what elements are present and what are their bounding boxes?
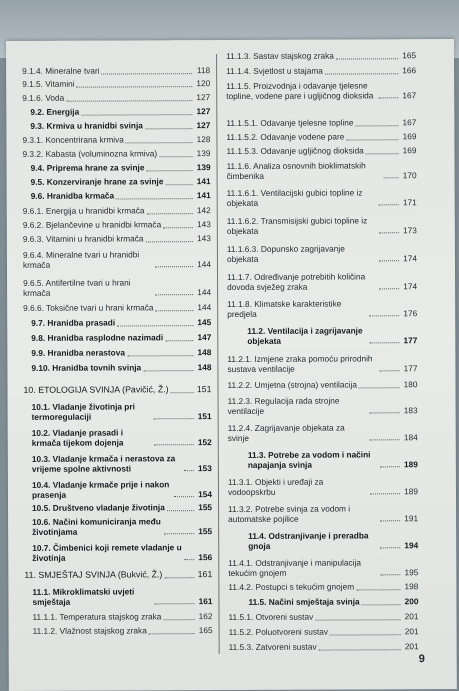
toc-entry: 11.1. Mikroklimatski uvjeti smještaja 161 <box>32 586 213 607</box>
toc-entry: 9.6.4. Mineralne tvari u hranidbi krmača 144 <box>22 249 211 270</box>
toc-entry: 9.6.1. Energija u hranidbi krmača 142 <box>22 205 211 216</box>
toc-entry: 11.5.1. Otvoreni sustav 201 <box>228 611 419 623</box>
toc-entry: 9.5. Konzerviranje hrane za svinje 141 <box>30 176 211 187</box>
toc-entry: 9.1.6. Voda 127 <box>22 92 211 103</box>
toc-chapter: 10. ETOLOGIJA SVINJA (Pavičić, Ž.) 151 <box>23 384 212 395</box>
toc-entry: 11.2.2. Umjetna (strojna) ventilacija 180 <box>227 379 418 391</box>
toc-entry: 11.2.3. Regulacija rada strojne ventilacije 183 <box>227 395 418 416</box>
toc-entry: 11.1.5.1. Odavanje tjelesne topline 167 <box>226 117 417 129</box>
toc-entry: 11.1.6.1. Ventilacijski gubici topline iz objekata 171 <box>226 187 417 208</box>
toc-entry: 9.8. Hranidba rasplodne nazimadi 147 <box>31 332 212 343</box>
toc-entry: 10.1. Vladanje životinja pri termoregulaciji 151 <box>31 401 212 422</box>
toc-entry: 9.7. Hranidba prasadi 145 <box>31 317 212 328</box>
toc-entry: 11.4.2. Postupci s tekućim gnojem 198 <box>228 581 419 593</box>
toc-entry: 9.1.5. Vitamini 120 <box>22 78 211 89</box>
toc-entry: 10.5. Društveno vladanje životinja 155 <box>32 502 213 513</box>
toc-chapter: 11. SMJEŠTAJ SVINJA (Bukvić, Ž.) 161 <box>24 569 213 580</box>
toc-entry: 11.1.3. Sastav stajskog zraka 165 <box>226 50 417 62</box>
toc-entry: 10.4. Vladanje krmače prije i nakon prasenja 154 <box>31 479 213 500</box>
toc-entry: 9.6.3. Vitamini u hranidbi krmača 143 <box>22 233 211 244</box>
toc-entry: 11.1.8. Klimatske karakteristike predjela 176 <box>227 298 418 319</box>
toc-entry: 9.6. Hranidba krmača 141 <box>30 190 211 201</box>
toc-entry: 11.4. Odstranjivanje i preradba gnoja 194 <box>248 530 419 551</box>
toc-entry: 11.2. Ventilacija i zagrijavanje objekata 177 <box>247 325 418 346</box>
toc-entry: 9.1.4. Mineralne tvari 118 <box>22 65 211 76</box>
toc-left-column <box>6 40 224 636</box>
toc-entry: 11.3.1. Objekti i uređaji za vodoopskrbu 189 <box>227 476 418 497</box>
toc-entry: 11.1.4. Svjetlost u stajama 166 <box>226 65 417 77</box>
column-divider <box>216 54 220 654</box>
toc-entry: 11.1.5.3. Odavanje ugljičnog dioksida 169 <box>226 145 417 157</box>
toc-entry: 10.6. Načini komuniciranja među životinjama 155 <box>32 516 213 537</box>
toc-entry: 11.5.3. Zatvoreni sustav 201 <box>228 641 419 653</box>
toc-entry: 10.3. Vladanje krmača i nerastova za vrijeme spolne aktivnosti 153 <box>31 453 212 474</box>
toc-entry: 11.5. Načini smještaja svinja 200 <box>248 596 419 607</box>
toc-entry: 9.3. Krmiva u hranidbi svinja 127 <box>30 120 211 131</box>
toc-entry: 11.1.6.3. Dopunsko zagrijavanje objekata 174 <box>226 243 417 264</box>
toc-entry: 9.3.2. Kabasta (voluminozna krmiva) 139 <box>22 148 211 159</box>
toc-entry: 11.1.6. Analiza osnovnih bioklimatskih čimbenika 170 <box>226 160 417 181</box>
toc-entry: 9.6.5. Antifertilne tvari u hrani krmača 144 <box>23 277 212 298</box>
toc-entry: 11.5.2. Poluotvoreni sustav 201 <box>228 626 419 638</box>
toc-entry: 11.1.2. Vlažnost stajskog zraka 165 <box>32 625 213 636</box>
toc-entry: 9.6.6. Toksične tvari u hrani krmača 144 <box>23 302 212 313</box>
toc-entry: 11.1.6.2. Transmisijski gubici topline iz objekata 173 <box>226 215 417 236</box>
toc-right-column <box>222 39 427 653</box>
toc-entry: 9.6.2. Bjelančevine u hranidbi krmača 143 <box>22 219 211 230</box>
toc-entry: 11.1.1. Temperatura stajskog zraka 162 <box>32 611 213 622</box>
toc-entry: 11.2.4. Zagrijavanje objekata za svinje 184 <box>227 422 418 443</box>
page-number: 9 <box>418 653 425 666</box>
toc-entry: 11.2.1. Izmjene zraka pomoću prirodnih sustava ventilacije 177 <box>227 353 418 374</box>
toc-entry: 9.2. Energija 127 <box>30 106 211 117</box>
toc-entry: 9.4. Priprema hrane za svinje 139 <box>30 162 211 173</box>
toc-entry: 11.1.5.2. Odavanje vodene pare 169 <box>226 131 417 143</box>
toc-entry: 11.4.1. Odstranjivanje i manipulacija tekućim gnojem 195 <box>228 557 419 578</box>
toc-entry: 11.1.7. Određivanje potrebitih količina dovoda svježeg zraka 174 <box>227 271 418 292</box>
toc-entry: 11.3. Potrebe za vodom i načini napajanja svinja 189 <box>247 449 418 470</box>
book-page <box>6 39 457 691</box>
toc-entry: 11.1.5. Proizvodnja i odavanje tjelesne topline, vodene pare i ugljičnog dioksida 167 <box>226 80 417 101</box>
toc-entry: 9.3.1. Koncentrirana krmiva 128 <box>22 134 211 145</box>
toc-entry: 9.9. Hranidba nerastova 148 <box>31 347 212 358</box>
toc-entry: 10.7. Čimbenici koji remete vladanje u životinja 156 <box>32 542 213 563</box>
toc-entry: 11.3.2. Potrebe svinja za vodom i automatske pojilice 191 <box>228 503 419 524</box>
toc-entry: 9.10. Hranidba tovnih svinja 148 <box>31 362 212 373</box>
toc-entry: 10.2. Vladanje prasadi i krmača tijekom dojenja 152 <box>31 427 212 448</box>
